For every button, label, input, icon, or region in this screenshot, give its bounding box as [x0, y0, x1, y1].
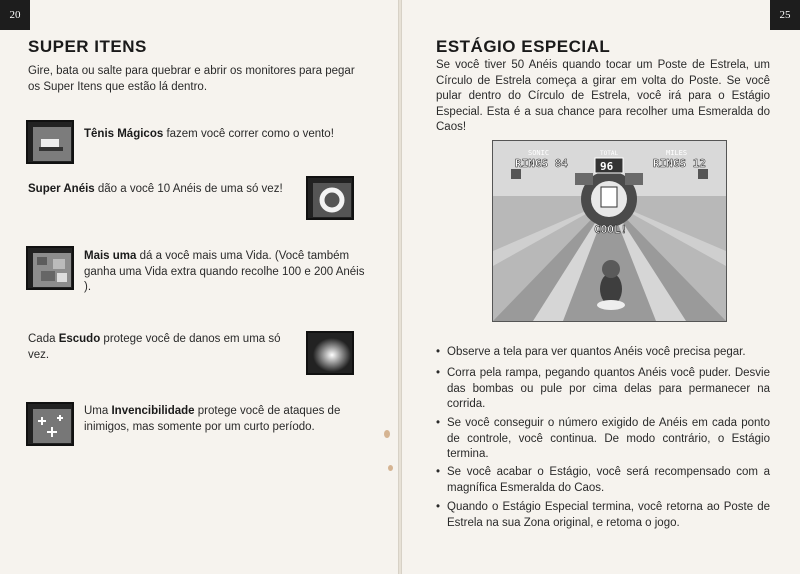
- item-rings-name: Super Anéis: [28, 183, 95, 195]
- item-invincibility-text: [84, 404, 369, 435]
- paper-stain: [388, 465, 393, 471]
- extra-life-icon: [26, 246, 74, 290]
- hud-miles-label: MILES: [666, 149, 688, 157]
- left-page: [0, 0, 398, 574]
- item-invincibility-name: Invencibilidade: [111, 405, 195, 417]
- item-sneakers-text: [84, 127, 369, 143]
- super-itens-intro: Gire, bata ou salte para quebrar e abrir os monitores para pegar os Super Itens que estão lá dentro.: [28, 65, 355, 93]
- item-sneakers-desc: fazem você correr como o vento!: [163, 128, 334, 140]
- item-extra-life-name: Mais uma: [84, 250, 137, 262]
- bullet-item: • Quando o Estágio Especial termina, você retorna ao Poste de Estrela na sua Zona original, e retoma o jogo.: [436, 500, 770, 531]
- hud-sonic-label: SONIC: [528, 149, 550, 157]
- item-rings-text: [28, 182, 298, 198]
- right-page: [402, 0, 800, 574]
- special-stage-screenshot: [492, 140, 727, 322]
- hud-total-count: 96: [600, 160, 614, 173]
- item-invincibility-desc: protege você de ataques de inimigos, mas somente por um curto período.: [84, 405, 341, 433]
- ring-icon: [306, 176, 354, 220]
- hud-total-label: TOTAL: [600, 150, 619, 157]
- paper-stain: [384, 430, 390, 438]
- item-invincibility-pre: Uma: [84, 405, 112, 417]
- bullet-item: • Se você conseguir o número exigido de Anéis em cada ponto de controle, você continua. De modo contrário, o Estágio termina.: [436, 416, 770, 463]
- bullet-item: • Observe a tela para ver quantos Anéis você precisa pegar.: [436, 345, 770, 361]
- shield-icon: [306, 331, 354, 375]
- item-shield-desc: protege você de danos em uma só vez.: [28, 333, 281, 361]
- item-extra-life-text: [84, 249, 369, 296]
- item-extra-life-desc: dá a você mais uma Vida. (Você também ganha uma Vida extra quando recolhe 100 e 200 Anéis ).: [84, 250, 365, 293]
- item-shield-text: [28, 332, 304, 363]
- right-page-title: ESTÁGIO ESPECIAL: [436, 37, 611, 56]
- bullet-item: • Corra pela rampa, pegando quantos Anéis você puder. Desvie das bombas ou pule por cima delas para permanecer na corrida.: [436, 366, 770, 413]
- hud-sonic-rings: RINGS 84: [515, 157, 568, 170]
- left-page-number: 20: [0, 0, 30, 30]
- bullet-item: • Se você acabar o Estágio, você será recompensado com a magnífica Esmeralda do Caos.: [436, 465, 770, 496]
- item-shield-pre: Cada: [28, 333, 59, 345]
- right-page-number: 25: [770, 0, 800, 30]
- hud-miles-rings: RINGS 12: [653, 157, 706, 170]
- special-stage-intro: Se você tiver 50 Anéis quando tocar um Poste de Estrela, um Círculo de Estrela começa a girar em volta do Poste. Se você pular dentro do Círculo de Estrela, você irá para o Estágio Especial. Esta é a sua chance para recolher uma Esmeralda do Caos!: [436, 59, 770, 133]
- invincibility-icon: [26, 402, 74, 446]
- left-page-title: SUPER ITENS: [28, 37, 147, 56]
- item-shield-name: Escudo: [58, 333, 101, 345]
- sneakers-icon: [26, 120, 74, 164]
- item-sneakers-name: Tênis Mágicos: [84, 128, 164, 140]
- hud-cool-text: COOL!: [594, 223, 628, 236]
- item-rings-desc: dão a você 10 Anéis de uma só vez!: [94, 183, 283, 195]
